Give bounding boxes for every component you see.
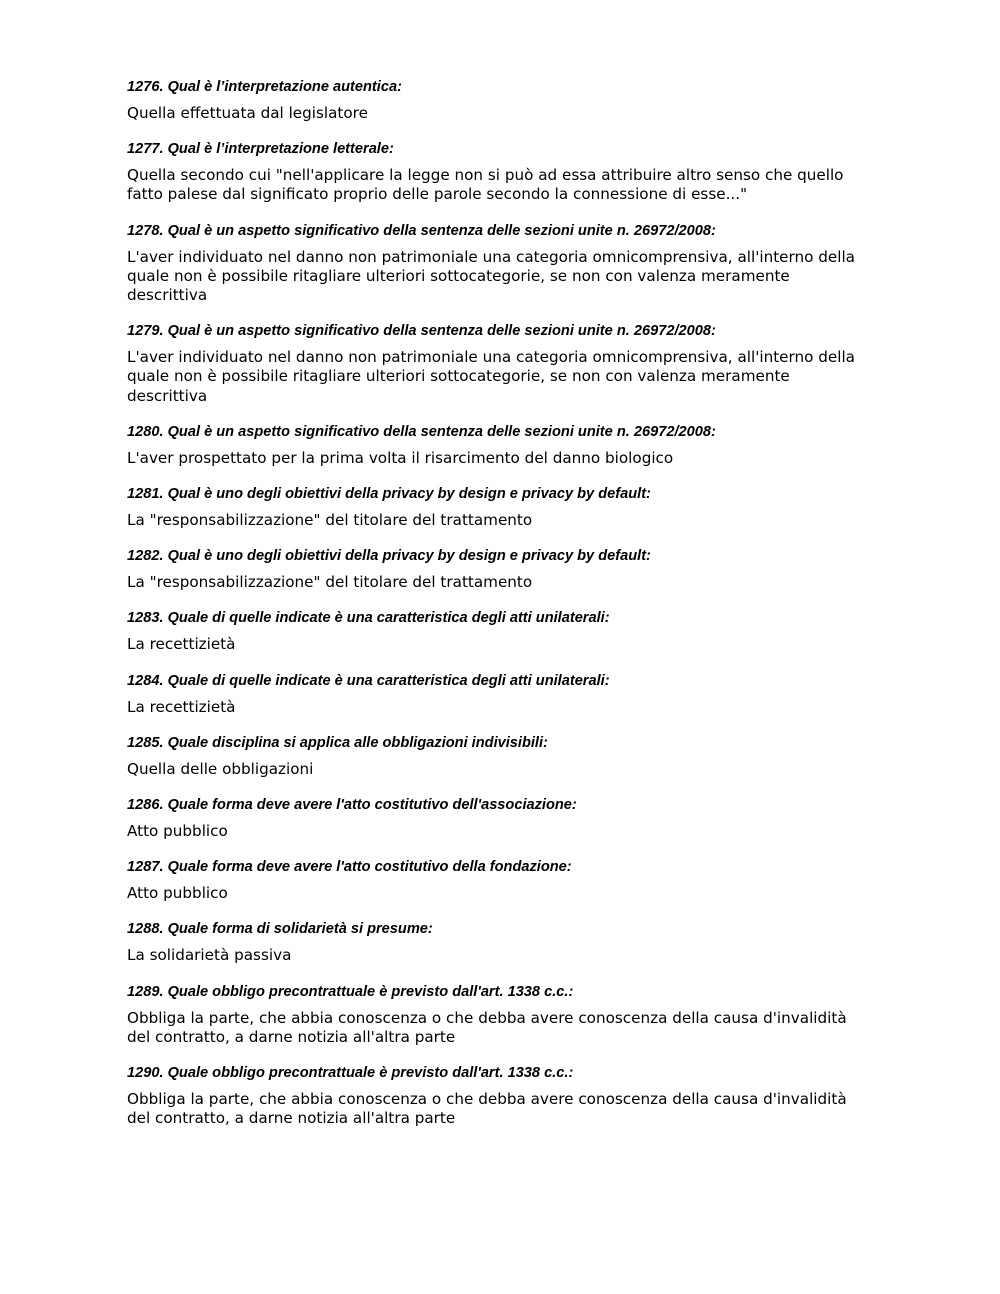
qa-item-1279	[127, 322, 867, 406]
question-1276: 1276. Qual è l’interpretazione autentica:	[127, 79, 402, 95]
qa-item-1288	[127, 920, 867, 965]
answer-1290: Obbliga la parte, che abbia conoscenza o che debba avere conoscenza della causa d'invalidità del contratto, a darne notizia all'altra parte	[127, 1090, 847, 1128]
qa-item-1283	[127, 609, 867, 654]
question-1283: 1283. Quale di quelle indicate è una caratteristica degli atti unilaterali:	[127, 610, 610, 627]
question-1284: 1284. Quale di quelle indicate è una caratteristica degli atti unilaterali:	[127, 672, 610, 689]
question-1280: 1280. Qual è un aspetto significativo della sentenza delle sezioni unite n. 26972/2008:	[127, 423, 716, 440]
qa-item-1289	[127, 983, 867, 1047]
answer-1289: Obbliga la parte, che abbia conoscenza o che debba avere conoscenza della causa d'invalidità del contratto, a darne notizia all'altra parte	[127, 1008, 847, 1046]
answer-1276: Quella effettuata dal legislatore	[127, 104, 368, 122]
answer-1277: Quella secondo cui "nell'applicare la legge non si può ad essa attribuire altro senso che quello fatto palese dal significato proprio delle parole secondo la connessione di esse..."	[127, 166, 844, 204]
question-1279: 1279. Qual è un aspetto significativo della sentenza delle sezioni unite n. 26972/2008:	[127, 323, 716, 340]
question-1285: 1285. Quale disciplina si applica alle obbligazioni indivisibili:	[127, 734, 548, 751]
qa-item-1278	[127, 222, 867, 306]
qa-item-1277	[127, 140, 867, 204]
question-1286: 1286. Quale forma deve avere l'atto costitutivo dell'associazione:	[127, 797, 577, 814]
answer-1280: L'aver prospettato per la prima volta il risarcimento del danno biologico	[127, 448, 674, 467]
question-1282: 1282. Qual è uno degli obiettivi della privacy by design e privacy by default:	[127, 548, 651, 565]
question-1289: 1289. Quale obbligo precontrattuale è previsto dall'art. 1338 c.c.:	[127, 983, 574, 1000]
qa-item-1281	[127, 485, 867, 530]
answer-1279: L'aver individuato nel danno non patrimoniale una categoria omnicomprensiva, all'interno della quale non è possibile ritagliare ulteriori sottocategorie, se non con valenza meramente descrittiva	[127, 348, 855, 405]
question-1290: 1290. Quale obbligo precontrattuale è previsto dall'art. 1338 c.c.:	[127, 1065, 574, 1082]
question-1287: 1287. Quale forma deve avere l'atto costitutivo della fondazione:	[127, 859, 572, 876]
question-1281: 1281. Qual è uno degli obiettivi della privacy by design e privacy by default:	[127, 486, 651, 503]
answer-1283: La recettizietà	[127, 635, 236, 654]
qa-item-1280	[127, 423, 867, 468]
question-1288: 1288. Quale forma di solidarietà si presume:	[127, 921, 433, 938]
answer-1278: L'aver individuato nel danno non patrimoniale una categoria omnicomprensiva, all'interno della quale non è possibile ritagliare ulteriori sottocategorie, se non con valenza meramente descrittiva	[127, 247, 855, 305]
qa-item-1286	[127, 796, 867, 841]
answer-1285: Quella delle obbligazioni	[127, 759, 314, 778]
answer-1284: La recettizietà	[127, 697, 236, 716]
qa-item-1276	[127, 78, 867, 123]
document-page	[127, 78, 867, 1145]
question-1278: 1278. Qual è un aspetto significativo della sentenza delle sezioni unite n. 26972/2008:	[127, 222, 716, 239]
qa-item-1285	[127, 734, 867, 779]
qa-item-1284	[127, 672, 867, 717]
question-1277: 1277. Qual è l’interpretazione letterale:	[127, 141, 394, 158]
qa-item-1290	[127, 1064, 867, 1128]
answer-1286: Atto pubblico	[127, 822, 228, 841]
answer-1287: Atto pubblico	[127, 884, 228, 903]
qa-item-1282	[127, 547, 867, 592]
qa-item-1287	[127, 858, 867, 903]
answer-1281: La "responsabilizzazione" del titolare del trattamento	[127, 511, 533, 530]
answer-1282: La "responsabilizzazione" del titolare del trattamento	[127, 573, 533, 592]
answer-1288: La solidarietà passiva	[127, 946, 292, 965]
